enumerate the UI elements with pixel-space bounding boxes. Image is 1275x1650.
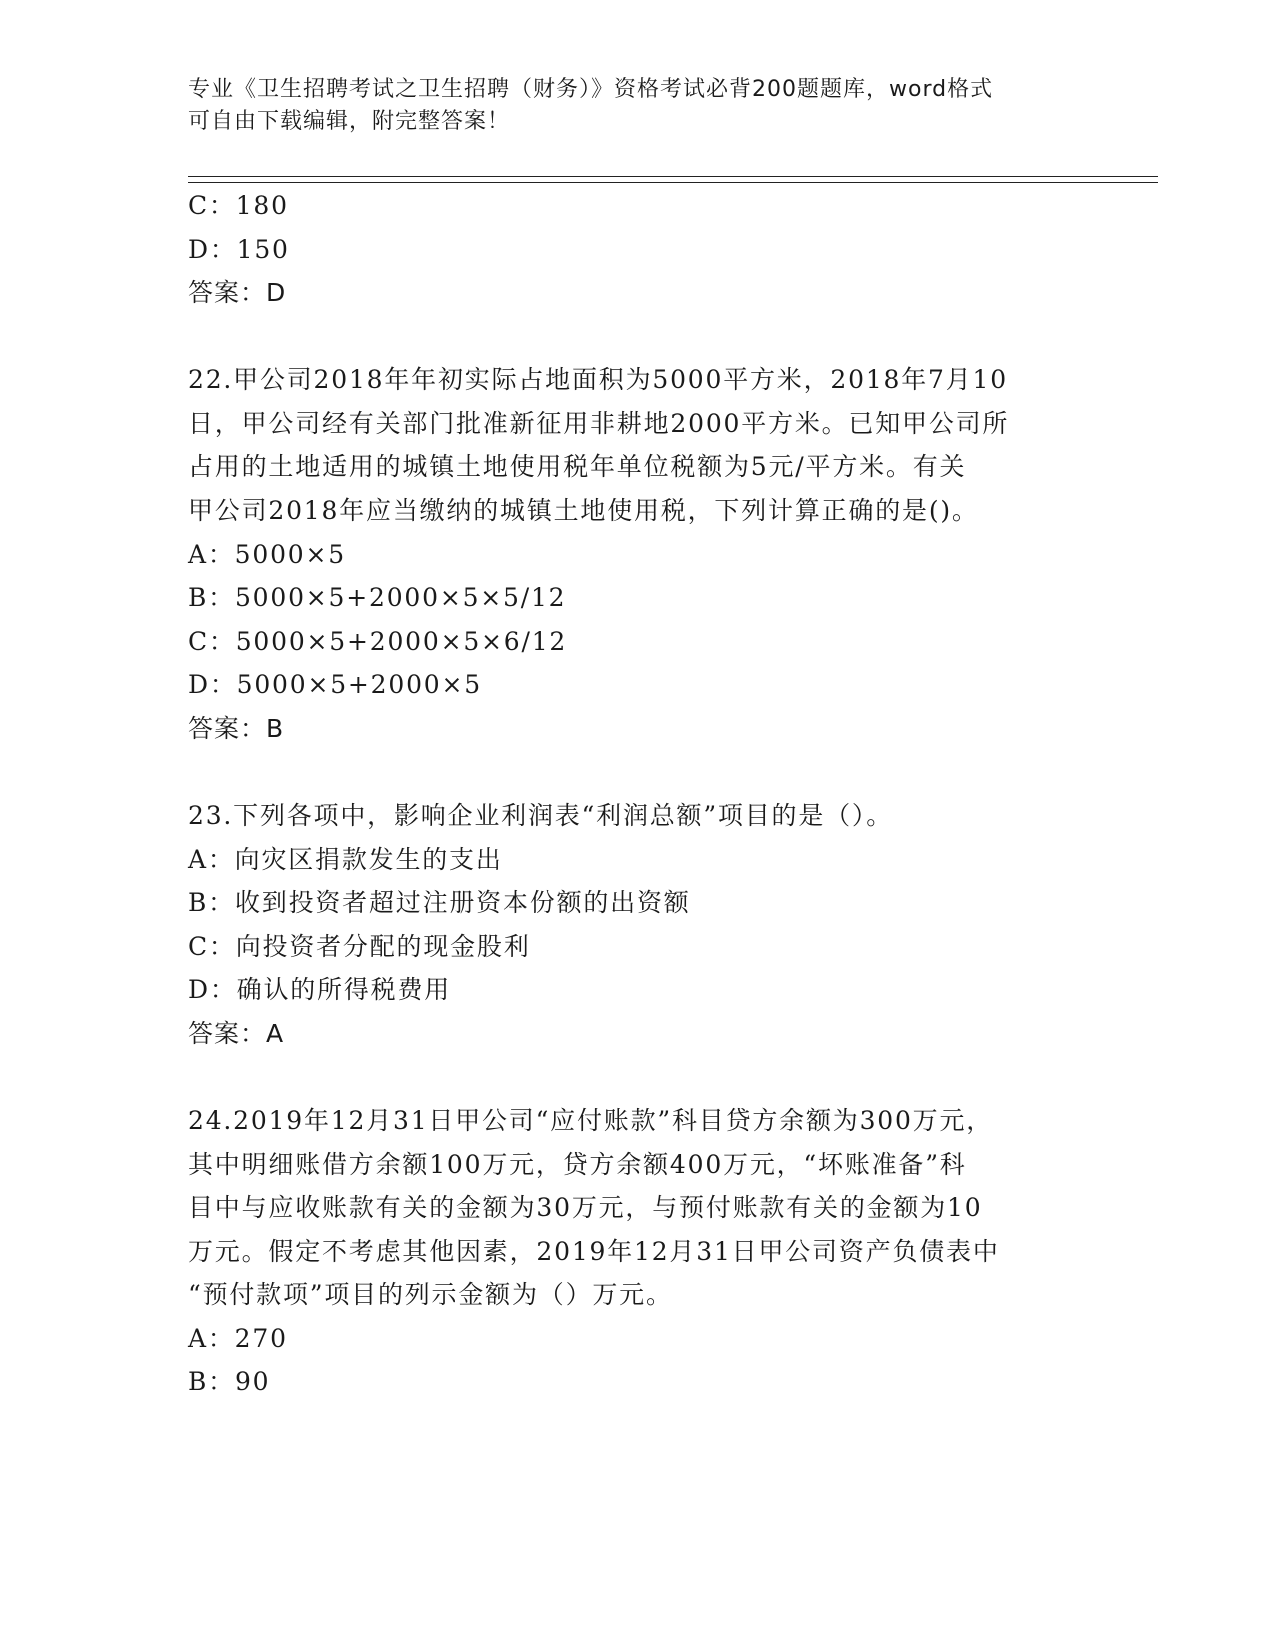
q22-option-a: A：5000×5 [188,540,346,569]
q22-stem-line-1: 22.甲公司2018年年初实际占地面积为5000平方米，2018年7月10 [188,365,1008,394]
q24-stem-line-4: 万元。假定不考虑其他因素，2019年12月31日甲公司资产负债表中 [188,1237,1000,1266]
q23-option-c: C：向投资者分配的现金股利 [188,932,531,961]
q23-stem-line-1: 23.下列各项中，影响企业利润表“利润总额”项目的是（）。 [188,801,894,830]
q22-option-d: D：5000×5+2000×5 [188,670,482,699]
header-rule-top [188,176,1158,177]
q22-option-b: B：5000×5+2000×5×5/12 [188,583,567,612]
q22-answer: 答案：B [188,714,285,743]
q22-option-c: C：5000×5+2000×5×6/12 [188,627,568,656]
q24-stem-line-2: 其中明细账借方余额100万元，贷方余额400万元，“坏账准备”科 [188,1150,967,1179]
q23-option-b: B：收到投资者超过注册资本份额的出资额 [188,888,691,917]
prev-answer: 答案：D [188,278,287,307]
q24-stem-line-5: “预付款项”项目的列示金额为（）万元。 [188,1280,673,1309]
q22-stem-line-3: 占用的土地适用的城镇土地使用税年单位税额为5元/平方米。有关 [188,452,967,481]
document-header [188,74,1088,138]
q23-answer: 答案：A [188,1019,285,1048]
q23-option-d: D：确认的所得税费用 [188,975,452,1004]
prev-option-c: C：180 [188,191,289,220]
prev-option-d: D：150 [188,235,290,264]
header-line-2: 可自由下载编辑，附完整答案！ [188,109,511,134]
q22-stem-line-2: 日，甲公司经有关部门批准新征用非耕地2000平方米。已知甲公司所 [188,409,1010,438]
q24-option-a: A：270 [188,1324,288,1353]
q24-stem-line-3: 目中与应收账款有关的金额为30万元，与预付账款有关的金额为10 [188,1193,983,1222]
header-line-1: 专业《卫生招聘考试之卫生招聘（财务）》资格考试必背200题题库，word格式 [188,77,994,102]
q22-stem-line-4: 甲公司2018年应当缴纳的城镇土地使用税，下列计算正确的是()。 [188,496,979,525]
q24-option-b: B：90 [188,1367,271,1396]
header-rule-bottom [188,182,1158,183]
q23-option-a: A：向灾区捐款发生的支出 [188,845,503,874]
q24-stem-line-1: 24.2019年12月31日甲公司“应付账款”科目贷方余额为300万元， [188,1106,994,1135]
